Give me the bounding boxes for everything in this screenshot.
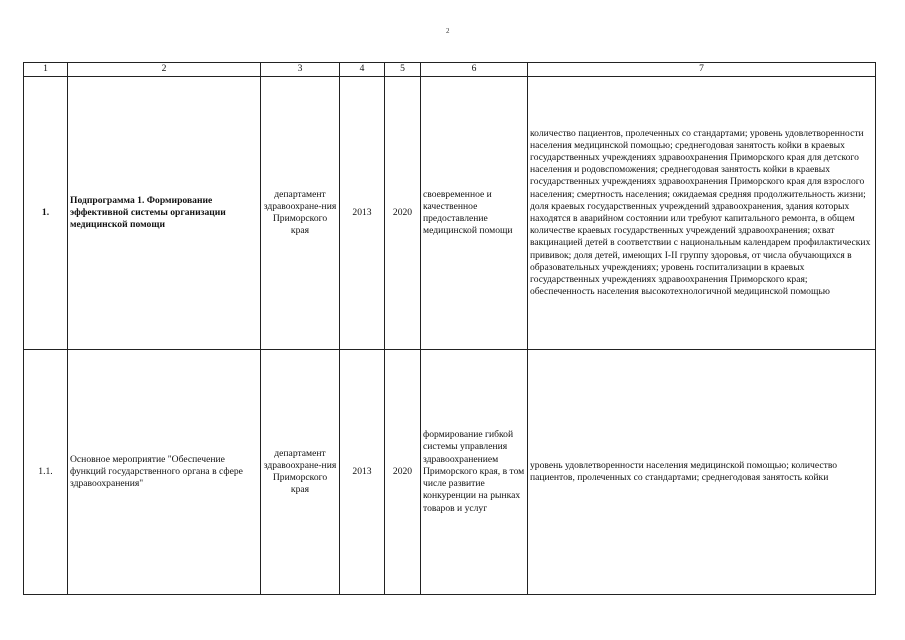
program-name: Основное мероприятие "Обеспечение функций государственного органа в сфере здравоохранения" xyxy=(68,350,261,595)
expected-result: формирование гибкой системы управления здравоохранением Приморского края, в том числе развитие конкуренции на рынках товаров и услуг xyxy=(421,350,528,595)
table-row xyxy=(24,77,876,350)
header-cell-4: 4 xyxy=(340,63,385,77)
table-row xyxy=(24,350,876,595)
start-year: 2013 xyxy=(340,77,385,350)
header-cell-7: 7 xyxy=(528,63,876,77)
row-number: 1.1. xyxy=(24,350,68,595)
start-year: 2013 xyxy=(340,350,385,595)
header-cell-2: 2 xyxy=(68,63,261,77)
program-table xyxy=(23,62,876,595)
row-number: 1. xyxy=(24,77,68,350)
indicators: количество пациентов, пролеченных со стандартами; уровень удовлетворенности населения медицинской помощью; среднегодовая занятость койки в краевых государственных учреждениях здравоохранения Приморского края для детского населения и родовспоможения; среднегодовая занятость койки в краевых государственных учреждениях здравоохранения Приморского края для взрослого населения; смертность населения; ожидаемая средняя продолжительность жизни; доля краевых государственных учреждений здравоохранения, здания которых находятся в аварийном состоянии или требуют капитального ремонта, в общем количестве краевых государственных учреждений здравоохранения; охват вакцинацией детей в соответствии с национальным календарем профилактических прививок; доля детей, имеющих I-II группу здоровья, от числа обучающихся в образовательных учреждениях; уровень госпитализации в краевых государственных учреждениях здравоохранения Приморского края; обеспеченность населения высокотехнологичной медицинской помощью xyxy=(528,77,876,350)
end-year: 2020 xyxy=(385,350,421,595)
executor: департамент здравоохране-ния Приморского края xyxy=(261,350,340,595)
header-row xyxy=(24,63,876,77)
header-cell-6: 6 xyxy=(421,63,528,77)
expected-result: своевременное и качественное предоставление медицинской помощи xyxy=(421,77,528,350)
header-cell-5: 5 xyxy=(385,63,421,77)
end-year: 2020 xyxy=(385,77,421,350)
program-name: Подпрограмма 1. Формирование эффективной системы организации медицинской помощи xyxy=(68,77,261,350)
indicators: уровень удовлетворенности населения медицинской помощью; количество пациентов, пролеченных со стандартами; среднегодовая занятость койки xyxy=(528,350,876,595)
executor: департамент здравоохране-ния Приморского края xyxy=(261,77,340,350)
header-cell-3: 3 xyxy=(261,63,340,77)
header-cell-1: 1 xyxy=(24,63,68,77)
page-number: 2 xyxy=(446,27,450,35)
